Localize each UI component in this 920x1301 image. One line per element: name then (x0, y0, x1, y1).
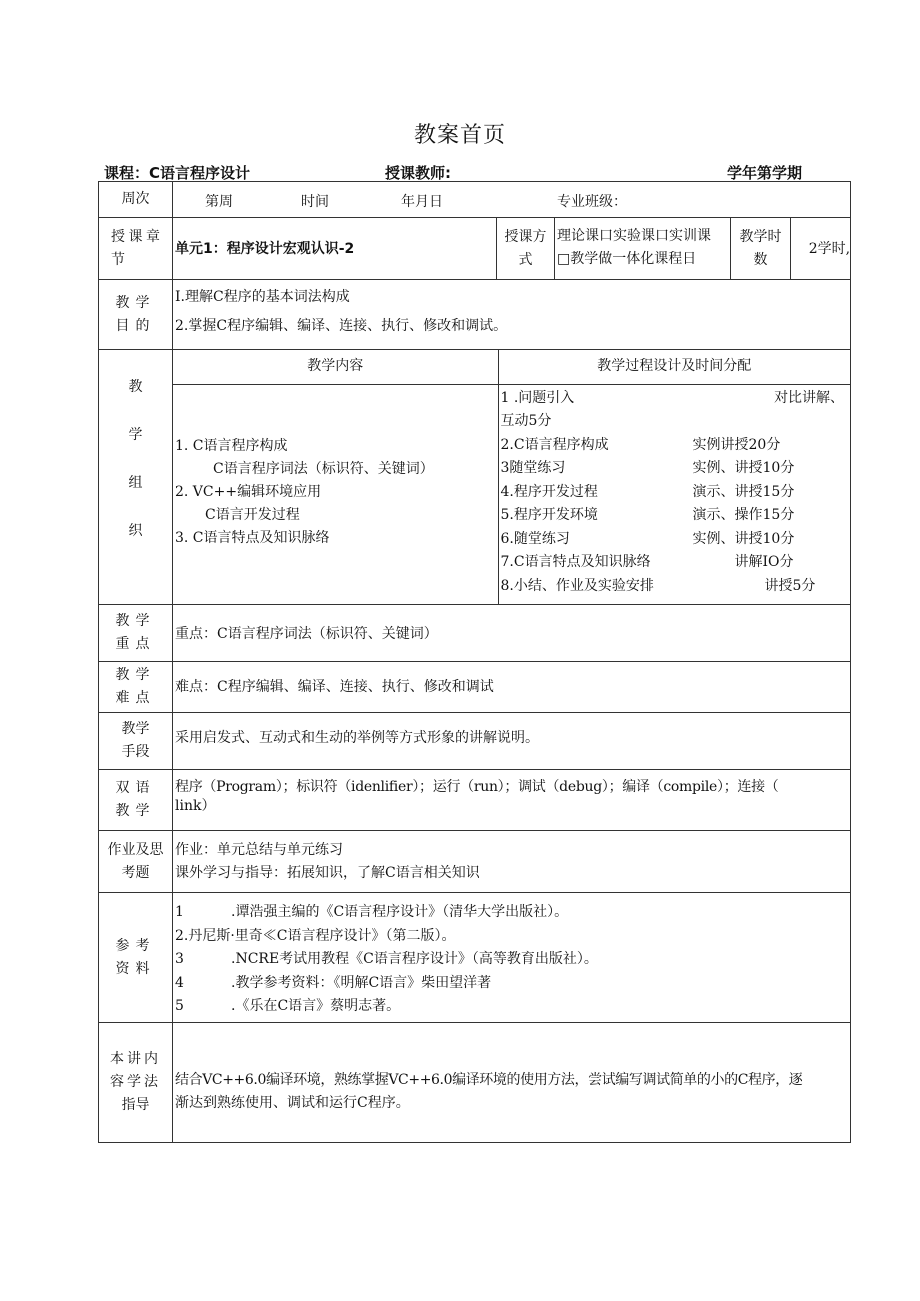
reference-text: 2.丹尼斯·里奇≪C语言程序设计》（第二版）。 (175, 927, 456, 944)
process-step: 8.小结、作业及实验安排 (500, 577, 654, 594)
reference-item (175, 972, 850, 996)
reference-text: .教学参考资料：《明解C语言》柴田望洋著 (231, 974, 492, 991)
process-item (501, 434, 845, 458)
process-method: 对比讲解、 (774, 389, 845, 406)
hours-value: 2学时, (808, 241, 851, 257)
process-method: 讲授5分 (764, 577, 816, 594)
reference-number: 4 (175, 974, 184, 991)
week-number: 第周 (205, 194, 233, 210)
process-step: 7.C语言特点及知识脉络 (500, 554, 651, 570)
teacher-label: 授课教师: (385, 164, 451, 182)
process-step: 4.程序开发过程 (500, 483, 598, 500)
objectives-row (99, 280, 851, 350)
content-header: 教学内容 (307, 358, 364, 375)
guidance-row (99, 1023, 851, 1143)
chapter-row (99, 218, 851, 280)
homework-row (99, 831, 851, 893)
process-step: 1 .问题引入 (500, 389, 575, 406)
means-value: 采用启发式、互动式和生动的举例等方式形象的讲解说明。 (175, 730, 539, 746)
org-char-1: 教 (128, 379, 143, 395)
process-step: 5.程序开发环境 (500, 507, 598, 523)
class-label: 专业班级： (557, 194, 627, 210)
content-line-5: 3. C语言特点及知识脉络 (175, 529, 330, 546)
chapter-value: 单元1：程序设计宏观认识-2 (175, 241, 355, 257)
date-label: 年月日 (401, 194, 443, 210)
guidance-label-3: 指导 (121, 1097, 150, 1113)
process-step: 3随堂练习 (500, 460, 566, 476)
guidance-label-1: 本讲内 (110, 1051, 161, 1067)
content-line-2: C语言程序词法（标识符、关键词） (213, 460, 434, 477)
time-label: 时间 (301, 194, 329, 210)
means-label: 教学手段 (121, 721, 150, 760)
lesson-plan-table (98, 181, 851, 1143)
org-char-3: 组 (128, 475, 143, 491)
key-points-row (99, 605, 851, 662)
bilingual-label: 双语教学 (115, 780, 156, 819)
method-line-1: 理论课口实验课口实训课 (557, 228, 711, 244)
objective-1: I.理解C程序的基本词法构成 (175, 289, 350, 305)
chapter-label (99, 218, 173, 280)
reference-number: 5 (175, 998, 184, 1014)
method-label (497, 218, 555, 280)
key-points-value: 重点：C语言程序词法（标识符、关键词） (175, 626, 438, 642)
bilingual-row (99, 770, 851, 831)
process-item (501, 528, 845, 552)
bilingual-line-1: 程序（Program）；标识符（idenlifier）；运行（run）；调试（debug）；编译（compile）；连接（ (175, 779, 779, 795)
organization-row (99, 350, 851, 605)
method-line-2: □教学做一体化课程日 (557, 251, 697, 267)
hours-label: 教学时数 (739, 228, 782, 268)
reference-number: 3 (175, 951, 184, 967)
references-row (99, 893, 851, 1023)
reference-item (175, 995, 850, 1019)
guidance-line-1: 结合VC++6.0编译环境，熟练掌握VC++6.0编译环境的使用方法，尝试编写调试简单的小的C程序，逐 (175, 1072, 803, 1088)
difficulties-row (99, 662, 851, 713)
process-method (693, 410, 845, 434)
process-item (501, 387, 845, 411)
process-step: 互动5分 (500, 413, 552, 429)
homework-line-1: 作业：单元总结与单元练习 (175, 842, 343, 858)
homework-line-2: 课外学习与指导：拓展知识，了解C语言相关知识 (175, 865, 480, 881)
org-char-4: 织 (128, 523, 143, 539)
content-line-3: 2. VC++编辑环境应用 (175, 483, 322, 500)
week-row (99, 182, 851, 218)
week-label: 周次 (99, 182, 173, 218)
objective-2: 2.掌握C程序编辑、编译、连接、执行、修改和调试。 (175, 318, 508, 334)
term-label: 学年第学期 (727, 164, 803, 182)
key-points-label: 教学重点 (115, 613, 156, 652)
process-item (501, 457, 845, 481)
course-name: 课程：C语言程序设计 (104, 164, 251, 182)
guidance-line-2: 渐达到熟练使用、调试和运行C程序。 (175, 1095, 410, 1111)
process-method: 讲解IO分 (734, 554, 794, 570)
page-title: 教案首页 (413, 123, 506, 148)
reference-item (175, 901, 850, 925)
process-method: 实例、讲授10分 (692, 460, 795, 476)
reference-text: .NCRE考试用教程《C语言程序设计》（高等教育出版社）。 (231, 951, 598, 967)
process-step: 6.随堂练习 (500, 530, 570, 547)
content-line-4: C语言开发过程 (205, 506, 300, 523)
chapter-label-text: 授课章节 (111, 228, 160, 268)
process-item (501, 504, 845, 528)
reference-item (175, 948, 850, 972)
process-method: 演示、操作15分 (692, 507, 795, 523)
week-info (173, 182, 851, 218)
process-method: 实例、讲授10分 (692, 530, 795, 547)
reference-item (175, 925, 850, 949)
objectives-label: 教学目的 (115, 294, 156, 334)
process-item (501, 481, 845, 505)
org-char-2: 学 (128, 427, 143, 443)
bilingual-line-2: link） (175, 798, 216, 814)
process-item (501, 575, 845, 599)
process-method: 实例讲授20分 (692, 436, 781, 453)
reference-number: 1 (175, 904, 184, 920)
means-row (99, 713, 851, 770)
process-method: 演示、讲授15分 (692, 483, 795, 500)
method-label-text: 授课方式 (504, 228, 547, 268)
content-line-1: 1. C语言程序构成 (175, 437, 288, 454)
reference-text: .谭浩强主编的《C语言程序设计》（清华大学出版社）。 (231, 904, 569, 920)
references-label: 参考资料 (115, 937, 156, 977)
guidance-label-2: 容学法 (110, 1074, 161, 1090)
process-item (501, 551, 845, 575)
reference-text: .《乐在C语言》蔡明志著。 (231, 998, 401, 1014)
difficulties-value: 难点：C程序编辑、编译、连接、执行、修改和调试 (175, 679, 494, 695)
process-item (501, 410, 845, 434)
process-header: 教学过程设计及时间分配 (597, 358, 752, 375)
homework-label: 作业及思考题 (107, 841, 164, 881)
difficulties-label: 教学难点 (115, 667, 156, 706)
process-step: 2.C语言程序构成 (500, 436, 609, 453)
